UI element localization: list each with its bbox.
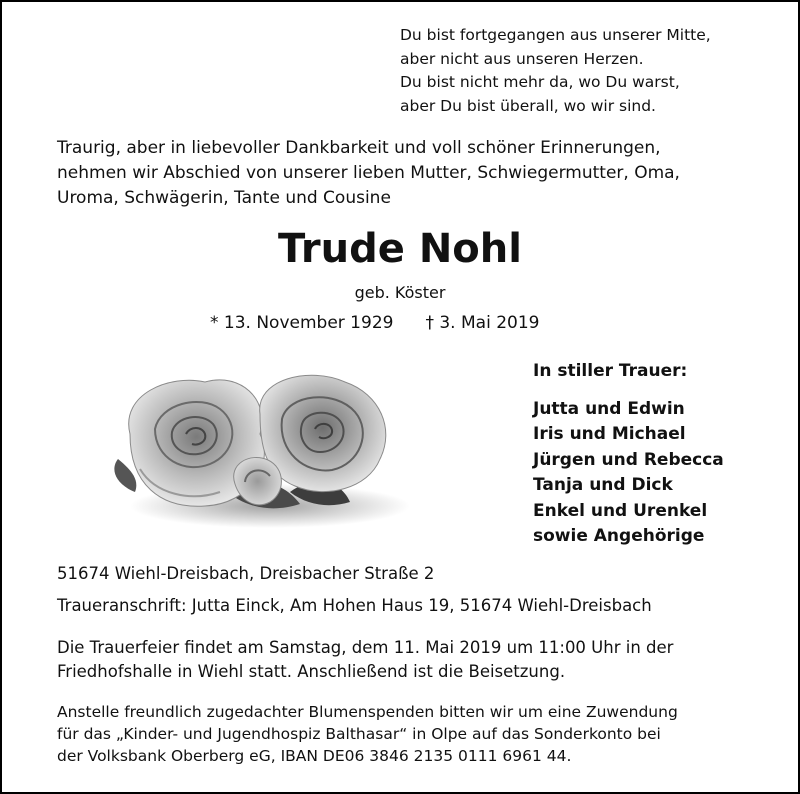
roses-icon <box>110 374 420 534</box>
maiden-name: geb. Köster <box>354 283 446 302</box>
poem-line: Du bist fortgegangen aus unserer Mitte, <box>400 26 711 44</box>
poem-line: Du bist nicht mehr da, wo Du warst, <box>400 73 680 91</box>
funeral-info <box>57 636 673 684</box>
intro-line: nehmen wir Abschied von unserer lieben Mutter, Schwiegermutter, Oma, <box>57 163 680 183</box>
mourner-name: Jutta und Edwin <box>533 398 685 419</box>
birth-date: * 13. November 1929 <box>210 313 394 333</box>
mourner-name: Jürgen und Rebecca <box>533 449 724 470</box>
mourning-address: Traueranschrift: Jutta Einck, Am Hohen Haus 19, 51674 Wiehl-Dreisbach <box>57 596 652 615</box>
donation-line: der Volksbank Oberberg eG, IBAN DE06 3846 2135 0111 6961 44. <box>57 747 572 765</box>
poem <box>400 24 711 118</box>
poem-line: aber nicht aus unseren Herzen. <box>400 49 644 68</box>
mourner-name: Tanja und Dick <box>533 475 673 495</box>
funeral-line: Friedhofshalle in Wiehl statt. Anschließend ist die Beisetzung. <box>57 662 566 681</box>
mourners-heading: In stiller Trauer: <box>533 361 688 381</box>
mourner-name: Iris und Michael <box>533 424 686 444</box>
poem-line: aber Du bist überall, wo wir sind. <box>400 96 656 115</box>
intro-line: Traurig, aber in liebevoller Dankbarkeit und voll schöner Erinnerungen, <box>57 138 661 158</box>
intro-line: Uroma, Schwägerin, Tante und Cousine <box>57 188 391 208</box>
residence-address: 51674 Wiehl-Dreisbach, Dreisbacher Straße 2 <box>57 564 435 583</box>
mourners-list <box>533 359 724 550</box>
death-date: † 3. Mai 2019 <box>425 313 540 333</box>
deceased-name: Trude Nohl <box>278 226 522 272</box>
donation-line: für das „Kinder- und Jugendhospiz Balthasar“ in Olpe auf das Sonderkonto bei <box>57 725 661 743</box>
mourner-name: sowie Angehörige <box>533 526 705 546</box>
intro-text <box>57 136 680 211</box>
donation-info <box>57 701 678 767</box>
funeral-line: Die Trauerfeier findet am Samstag, dem 11. Mai 2019 um 11:00 Uhr in der <box>57 638 674 657</box>
life-dates <box>210 313 539 333</box>
mourner-name: Enkel und Urenkel <box>533 500 708 521</box>
donation-line: Anstelle freundlich zugedachter Blumenspenden bitten wir um eine Zuwendung <box>57 703 678 721</box>
